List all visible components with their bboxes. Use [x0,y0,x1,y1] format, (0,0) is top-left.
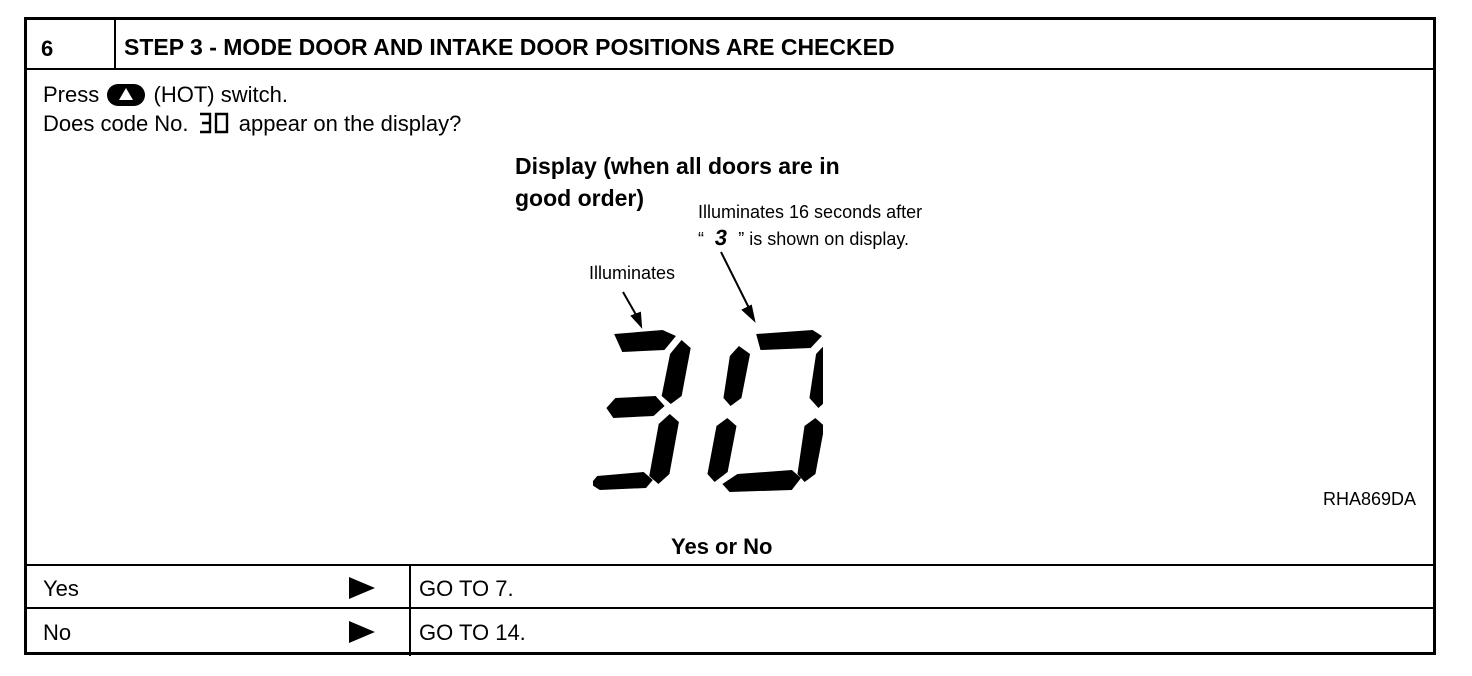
annotation-digit: 3 [713,225,730,250]
question-prefix: Does code No. [43,111,189,136]
step-title: STEP 3 - MODE DOOR AND INTAKE DOOR POSITIONS ARE CHECKED [124,34,895,60]
annotation-left: Illuminates [589,263,676,283]
step-number: 6 [41,36,54,61]
row-separator-middle [27,607,1433,609]
right-triangle-arrow-icon [349,621,375,643]
question-suffix: appear on the display? [238,111,462,136]
digit-3-upper-right-segment [661,340,692,404]
digit-3-middle-segment [605,396,665,418]
right-triangle-arrow-icon [349,577,375,599]
answer-no-action: GO TO 14. [419,620,526,645]
press-prefix: Press [43,82,100,107]
digit-0-upper-left-segment [723,346,751,406]
digit-0-lower-left-segment [707,418,738,482]
digit-0-top-segment [754,330,822,350]
answer-column-divider [409,564,411,656]
seven-segment-display [593,326,823,496]
digit-3-lower-right-segment [648,414,679,484]
digit-0-bottom-segment [722,470,802,492]
digit-3-bottom-segment [593,472,654,490]
annotation-right-line2: “ 3 ” is shown on display. [698,225,910,250]
display-figure-title: Display (when all doors are in good order) [515,153,840,211]
annotation-right-line1: Illuminates 16 seconds after [698,202,923,222]
answer-yes-action: GO TO 7. [419,576,514,601]
digit-0-upper-right-segment [808,342,823,408]
answer-no-label: No [43,620,72,645]
digit-3-top-segment [612,330,676,352]
press-suffix: (HOT) switch. [153,82,288,107]
figure-reference-code: RHA869DA [1323,489,1417,509]
yes-or-no-prompt: Yes or No [671,534,773,559]
answer-yes-label: Yes [43,576,79,601]
procedure-table [24,17,1436,655]
row-separator-top [27,564,1433,566]
digit-0-lower-right-segment [797,418,823,482]
